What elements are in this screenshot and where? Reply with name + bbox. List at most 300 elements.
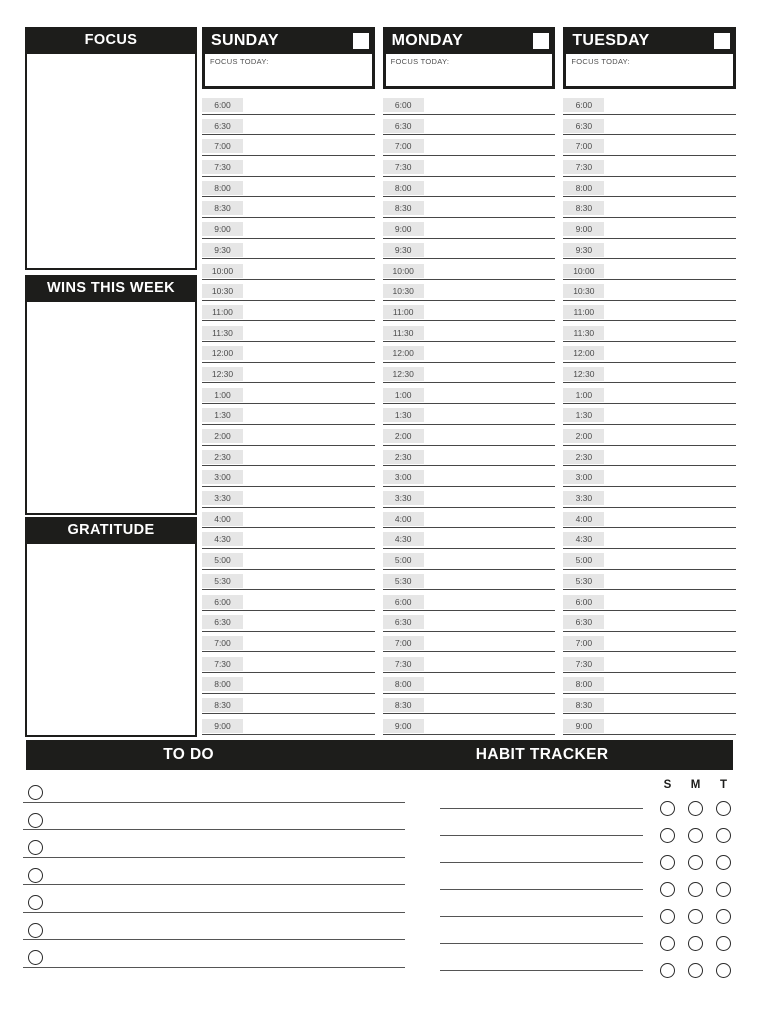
time-slot-line (202, 341, 375, 342)
time-slot-row[interactable] (383, 344, 556, 365)
time-pill (383, 574, 424, 588)
time-slot-line (202, 672, 375, 673)
time-label: 5:30 (575, 575, 593, 586)
time-slot-row[interactable] (202, 675, 375, 696)
time-slot-row[interactable] (563, 489, 736, 510)
time-label: 11:00 (212, 306, 233, 317)
time-slot-row[interactable] (563, 365, 736, 386)
time-pill (383, 429, 424, 443)
habit-check-circle-s[interactable] (660, 963, 675, 978)
time-pill (202, 367, 243, 381)
time-slot-row[interactable] (202, 593, 375, 614)
time-slot-row[interactable] (202, 344, 375, 365)
time-label: 7:00 (394, 141, 412, 152)
time-pill (202, 326, 243, 340)
time-slot-row[interactable] (383, 117, 556, 138)
time-slot-line (383, 548, 556, 549)
time-slot-row[interactable] (383, 386, 556, 407)
time-slot-row[interactable] (563, 593, 736, 614)
time-slot-line (563, 320, 736, 321)
time-slot-line (383, 445, 556, 446)
time-slot-row[interactable] (563, 282, 736, 303)
time-pill (383, 636, 424, 650)
time-slot-line (563, 589, 736, 590)
time-pill (202, 139, 243, 153)
time-slot-row[interactable] (563, 427, 736, 448)
time-slot-row[interactable] (563, 324, 736, 345)
time-pill (563, 491, 604, 505)
habit-check-circle-t[interactable] (716, 963, 731, 978)
time-slot-row[interactable] (383, 365, 556, 386)
habit-check-circle-t[interactable] (716, 936, 731, 951)
time-slot-row[interactable] (563, 613, 736, 634)
time-slot-row[interactable] (563, 510, 736, 531)
time-slot-line (202, 258, 375, 259)
time-pill (383, 98, 424, 112)
time-slot-row[interactable] (563, 468, 736, 489)
time-label: 6:00 (394, 596, 412, 607)
time-slot-line (202, 589, 375, 590)
time-slot-row[interactable] (202, 303, 375, 324)
time-slot-row[interactable] (563, 220, 736, 241)
time-slot-line (202, 734, 375, 735)
time-pill (383, 326, 424, 340)
time-slot-line (563, 486, 736, 487)
time-slot-row[interactable] (202, 510, 375, 531)
time-slot-row[interactable] (202, 613, 375, 634)
time-slot-line (383, 155, 556, 156)
todo-checkbox-circle[interactable] (28, 895, 43, 910)
sidebar-header-focus (25, 27, 197, 52)
time-slot-line (202, 300, 375, 301)
time-slot-row[interactable] (383, 324, 556, 345)
time-slot-row[interactable] (383, 572, 556, 593)
time-label: 5:00 (214, 555, 231, 566)
habit-check-circle-s[interactable] (660, 936, 675, 951)
time-label: 4:30 (394, 534, 412, 545)
time-pill (202, 450, 243, 464)
todo-checkbox-circle[interactable] (28, 923, 43, 938)
time-label: 11:00 (392, 306, 414, 317)
focus-today-box[interactable] (205, 54, 372, 86)
gratitude-notes-box[interactable] (25, 542, 197, 737)
time-label: 6:30 (214, 120, 231, 131)
time-label: 8:30 (394, 699, 412, 710)
habit-check-circle-s[interactable] (660, 882, 675, 897)
habit-name-line[interactable] (440, 808, 643, 809)
time-pill (202, 160, 243, 174)
todo-checkbox-circle[interactable] (28, 868, 43, 883)
time-slot-row[interactable] (563, 386, 736, 407)
time-slot-line (202, 320, 375, 321)
time-slot-row[interactable] (383, 448, 556, 469)
focus-notes-box[interactable] (25, 52, 197, 270)
time-slot-row[interactable] (563, 717, 736, 738)
day-checkbox[interactable] (353, 33, 369, 49)
time-slot-row[interactable] (383, 468, 556, 489)
time-slot-row[interactable] (202, 551, 375, 572)
time-slot-row[interactable] (202, 199, 375, 220)
time-pill (202, 284, 243, 298)
time-label: 7:30 (394, 162, 412, 173)
time-slot-row[interactable] (563, 530, 736, 551)
time-slot-line (563, 693, 736, 694)
time-label: 4:00 (394, 513, 412, 524)
time-label: 6:00 (214, 100, 231, 110)
time-slot-row[interactable] (563, 137, 736, 158)
time-slot-row[interactable] (202, 137, 375, 158)
todo-write-line[interactable] (23, 967, 405, 968)
sidebar-header-gratitude-label: GRATITUDE (67, 521, 155, 538)
time-pill (202, 408, 243, 422)
time-pill (563, 450, 604, 464)
time-slot-row[interactable] (383, 530, 556, 551)
time-label: 11:30 (212, 327, 233, 338)
time-label: 8:00 (394, 182, 412, 193)
habit-name-line[interactable] (440, 970, 643, 971)
time-pill (563, 326, 604, 340)
time-slot-row[interactable] (383, 282, 556, 303)
todo-checkbox-circle[interactable] (28, 813, 43, 828)
habit-check-circle-m[interactable] (688, 882, 703, 897)
time-label: 9:00 (394, 720, 412, 731)
time-slot-line (383, 403, 556, 404)
day-title: TUESDAY (572, 31, 650, 49)
time-pill (383, 222, 424, 236)
time-slot-row[interactable] (202, 489, 375, 510)
time-slot-line (383, 672, 556, 673)
day-column-monday (383, 27, 556, 737)
time-slot-line (563, 527, 736, 528)
time-pill (563, 201, 604, 215)
time-slot-row[interactable] (202, 572, 375, 593)
time-slot-row[interactable] (563, 448, 736, 469)
habit-day-header-t: T (719, 778, 728, 791)
time-slot-line (383, 734, 556, 735)
time-slot-row[interactable] (202, 406, 375, 427)
time-slot-row[interactable] (563, 675, 736, 696)
habit-check-circle-m[interactable] (688, 855, 703, 870)
time-slot-line (563, 217, 736, 218)
time-slot-line (563, 569, 736, 570)
time-pill (202, 719, 243, 733)
sidebar-header-wins (25, 275, 197, 300)
time-label: 5:30 (214, 575, 231, 586)
time-slot-row[interactable] (563, 551, 736, 572)
time-slot-row[interactable] (383, 717, 556, 738)
time-pill (563, 346, 604, 360)
day-checkbox[interactable] (533, 33, 549, 49)
time-pill (563, 367, 604, 381)
time-slot-row[interactable] (202, 117, 375, 138)
time-slot-row[interactable] (563, 96, 736, 117)
time-slot-row[interactable] (383, 303, 556, 324)
time-slot-row[interactable] (563, 696, 736, 717)
time-pill (563, 160, 604, 174)
habit-check-circle-m[interactable] (688, 936, 703, 951)
time-slot-line (563, 238, 736, 239)
time-slot-row[interactable] (383, 510, 556, 531)
time-pill (383, 532, 424, 546)
habit-check-circle-m[interactable] (688, 801, 703, 816)
sidebar (25, 27, 197, 737)
time-pill (383, 595, 424, 609)
time-pill (383, 119, 424, 133)
time-slot-row[interactable] (202, 96, 375, 117)
time-pill (202, 512, 243, 526)
time-slot-line (202, 134, 375, 135)
time-label: 6:30 (394, 617, 412, 628)
habit-check-circle-m[interactable] (688, 909, 703, 924)
time-slot-line (383, 527, 556, 528)
time-slot-row[interactable] (202, 427, 375, 448)
time-slot-row[interactable] (383, 262, 556, 283)
habit-check-circle-t[interactable] (716, 909, 731, 924)
time-pill (563, 408, 604, 422)
time-pill (563, 284, 604, 298)
time-slot-row[interactable] (563, 303, 736, 324)
habit-name-line[interactable] (440, 862, 643, 863)
time-slot-row[interactable] (202, 220, 375, 241)
time-slot-row[interactable] (383, 241, 556, 262)
time-pill (383, 553, 424, 567)
time-slot-line (563, 155, 736, 156)
time-slot-row[interactable] (563, 634, 736, 655)
habit-check-circle-s[interactable] (660, 828, 675, 843)
habit-row (440, 822, 733, 849)
day-checkbox[interactable] (714, 33, 730, 49)
time-pill (563, 698, 604, 712)
habit-name-line[interactable] (440, 889, 643, 890)
time-slot-row[interactable] (202, 530, 375, 551)
focus-today-label: FOCUS TODAY: (390, 57, 450, 66)
habit-check-circle-t[interactable] (716, 855, 731, 870)
time-slot-row[interactable] (383, 696, 556, 717)
time-pill (383, 139, 424, 153)
time-slot-row[interactable] (202, 179, 375, 200)
time-slot-row[interactable] (383, 158, 556, 179)
time-slot-line (202, 507, 375, 508)
habit-check-circle-t[interactable] (716, 882, 731, 897)
habit-check-circle-s[interactable] (660, 855, 675, 870)
time-slot-row[interactable] (383, 406, 556, 427)
time-slot-row[interactable] (202, 655, 375, 676)
time-slot-row[interactable] (383, 137, 556, 158)
time-slot-line (202, 445, 375, 446)
day-column-tuesday (563, 27, 736, 737)
day-title-row (566, 27, 733, 54)
time-label: 2:00 (214, 431, 231, 441)
time-label: 1:30 (575, 410, 593, 421)
time-slot-row[interactable] (202, 262, 375, 283)
todo-row (23, 940, 405, 968)
time-label: 3:00 (394, 472, 412, 483)
time-label: 11:00 (573, 306, 595, 317)
habit-check-circle-t[interactable] (716, 828, 731, 843)
time-pill (563, 305, 604, 319)
time-pill (202, 698, 243, 712)
time-label: 9:00 (214, 224, 231, 235)
time-pill (202, 243, 243, 257)
time-label: 10:30 (392, 286, 414, 297)
time-slot-line (383, 320, 556, 321)
time-pill (563, 119, 604, 133)
day-title-row (386, 27, 553, 54)
time-slot-line (383, 631, 556, 632)
time-slot-line (383, 651, 556, 652)
time-label: 5:00 (394, 555, 412, 566)
time-pill (383, 160, 424, 174)
time-slot-row[interactable] (563, 117, 736, 138)
wins-notes-box[interactable] (25, 300, 197, 515)
time-pill (563, 388, 604, 402)
time-label: 4:30 (575, 534, 593, 545)
time-pill (383, 408, 424, 422)
time-slot-row[interactable] (563, 655, 736, 676)
time-pill (383, 264, 424, 278)
time-slot-line (383, 713, 556, 714)
habit-check-circle-s[interactable] (660, 801, 675, 816)
time-pill (202, 222, 243, 236)
time-pill (563, 139, 604, 153)
time-label: 2:00 (394, 431, 412, 441)
time-label: 9:00 (575, 224, 593, 235)
time-slot-row[interactable] (383, 199, 556, 220)
time-label: 1:00 (394, 389, 412, 400)
habit-name-line[interactable] (440, 835, 643, 836)
todo-row (23, 858, 405, 886)
time-slot-row[interactable] (383, 96, 556, 117)
time-slot-row[interactable] (383, 655, 556, 676)
time-slot-row[interactable] (202, 158, 375, 179)
time-pill (202, 98, 243, 112)
habit-check-circle-m[interactable] (688, 828, 703, 843)
time-slot-row[interactable] (202, 634, 375, 655)
time-label: 6:30 (575, 617, 593, 628)
time-pill (383, 388, 424, 402)
time-label: 7:00 (214, 141, 231, 152)
time-slot-line (563, 341, 736, 342)
time-label: 8:30 (214, 203, 231, 214)
time-slot-row[interactable] (202, 448, 375, 469)
time-slot-row[interactable] (563, 262, 736, 283)
habit-name-line[interactable] (440, 916, 643, 917)
todo-checkbox-circle[interactable] (28, 950, 43, 965)
time-slot-row[interactable] (383, 427, 556, 448)
time-slot-row[interactable] (202, 468, 375, 489)
time-slot-row[interactable] (563, 179, 736, 200)
time-pill (563, 222, 604, 236)
time-pill (202, 677, 243, 691)
day-title: SUNDAY (211, 31, 279, 49)
time-label: 4:30 (214, 534, 231, 545)
time-slot-row[interactable] (383, 551, 556, 572)
time-slot-row[interactable] (383, 593, 556, 614)
time-pill (202, 553, 243, 567)
habit-check-circle-t[interactable] (716, 801, 731, 816)
time-slot-line (202, 527, 375, 528)
todo-row (23, 830, 405, 858)
habit-check-circle-s[interactable] (660, 909, 675, 924)
time-slot-row[interactable] (202, 324, 375, 345)
time-slot-line (383, 217, 556, 218)
time-slot-row[interactable] (202, 696, 375, 717)
time-pill (202, 201, 243, 215)
day-header (383, 27, 556, 89)
time-pill (383, 346, 424, 360)
time-slot-row[interactable] (202, 282, 375, 303)
time-slot-line (383, 176, 556, 177)
sidebar-header-wins-label: WINS THIS WEEK (46, 279, 176, 296)
todo-checkbox-circle[interactable] (28, 785, 43, 800)
focus-today-box[interactable] (566, 54, 733, 86)
time-pill (383, 201, 424, 215)
habit-day-header-s: S (663, 778, 672, 791)
time-slot-row[interactable] (383, 179, 556, 200)
time-pill (563, 532, 604, 546)
time-slot-line (383, 424, 556, 425)
time-slot-row[interactable] (202, 241, 375, 262)
time-slot-line (563, 631, 736, 632)
time-slot-row[interactable] (563, 572, 736, 593)
time-pill (202, 119, 243, 133)
habit-day-headers (440, 774, 733, 795)
time-label: 5:30 (394, 575, 412, 586)
time-pill (202, 305, 243, 319)
todo-section-title: TO DO (163, 746, 215, 764)
time-slot-line (202, 465, 375, 466)
focus-today-box[interactable] (386, 54, 553, 86)
habit-tracker-section-title: HABIT TRACKER (475, 746, 609, 764)
time-slots (563, 96, 736, 737)
time-pill (383, 512, 424, 526)
day-header (202, 27, 375, 89)
time-label: 1:00 (214, 389, 231, 400)
time-slot-row[interactable] (202, 386, 375, 407)
habit-name-line[interactable] (440, 943, 643, 944)
time-slot-row[interactable] (383, 675, 556, 696)
time-slot-row[interactable] (563, 241, 736, 262)
time-slot-row[interactable] (202, 717, 375, 738)
todo-row (23, 803, 405, 831)
time-label: 11:30 (392, 327, 414, 338)
todo-checkbox-circle[interactable] (28, 840, 43, 855)
time-label: 10:00 (211, 265, 234, 276)
time-slot-row[interactable] (383, 489, 556, 510)
time-slot-line (563, 465, 736, 466)
time-slot-line (383, 258, 556, 259)
time-pill (563, 181, 604, 195)
time-slot-line (202, 424, 375, 425)
time-pill (383, 284, 424, 298)
time-slot-row[interactable] (563, 406, 736, 427)
time-slot-row[interactable] (202, 365, 375, 386)
time-slot-row[interactable] (383, 220, 556, 241)
time-slot-row[interactable] (383, 634, 556, 655)
time-label: 9:00 (575, 720, 593, 731)
time-slot-row[interactable] (563, 158, 736, 179)
time-slot-row[interactable] (563, 344, 736, 365)
time-slot-line (202, 217, 375, 218)
habit-row (440, 957, 733, 984)
time-slot-line (563, 300, 736, 301)
time-label: 6:30 (394, 120, 412, 131)
habit-check-circle-m[interactable] (688, 963, 703, 978)
time-slot-row[interactable] (563, 199, 736, 220)
time-pill (383, 719, 424, 733)
time-label: 12:30 (392, 368, 414, 379)
time-slot-row[interactable] (383, 613, 556, 634)
